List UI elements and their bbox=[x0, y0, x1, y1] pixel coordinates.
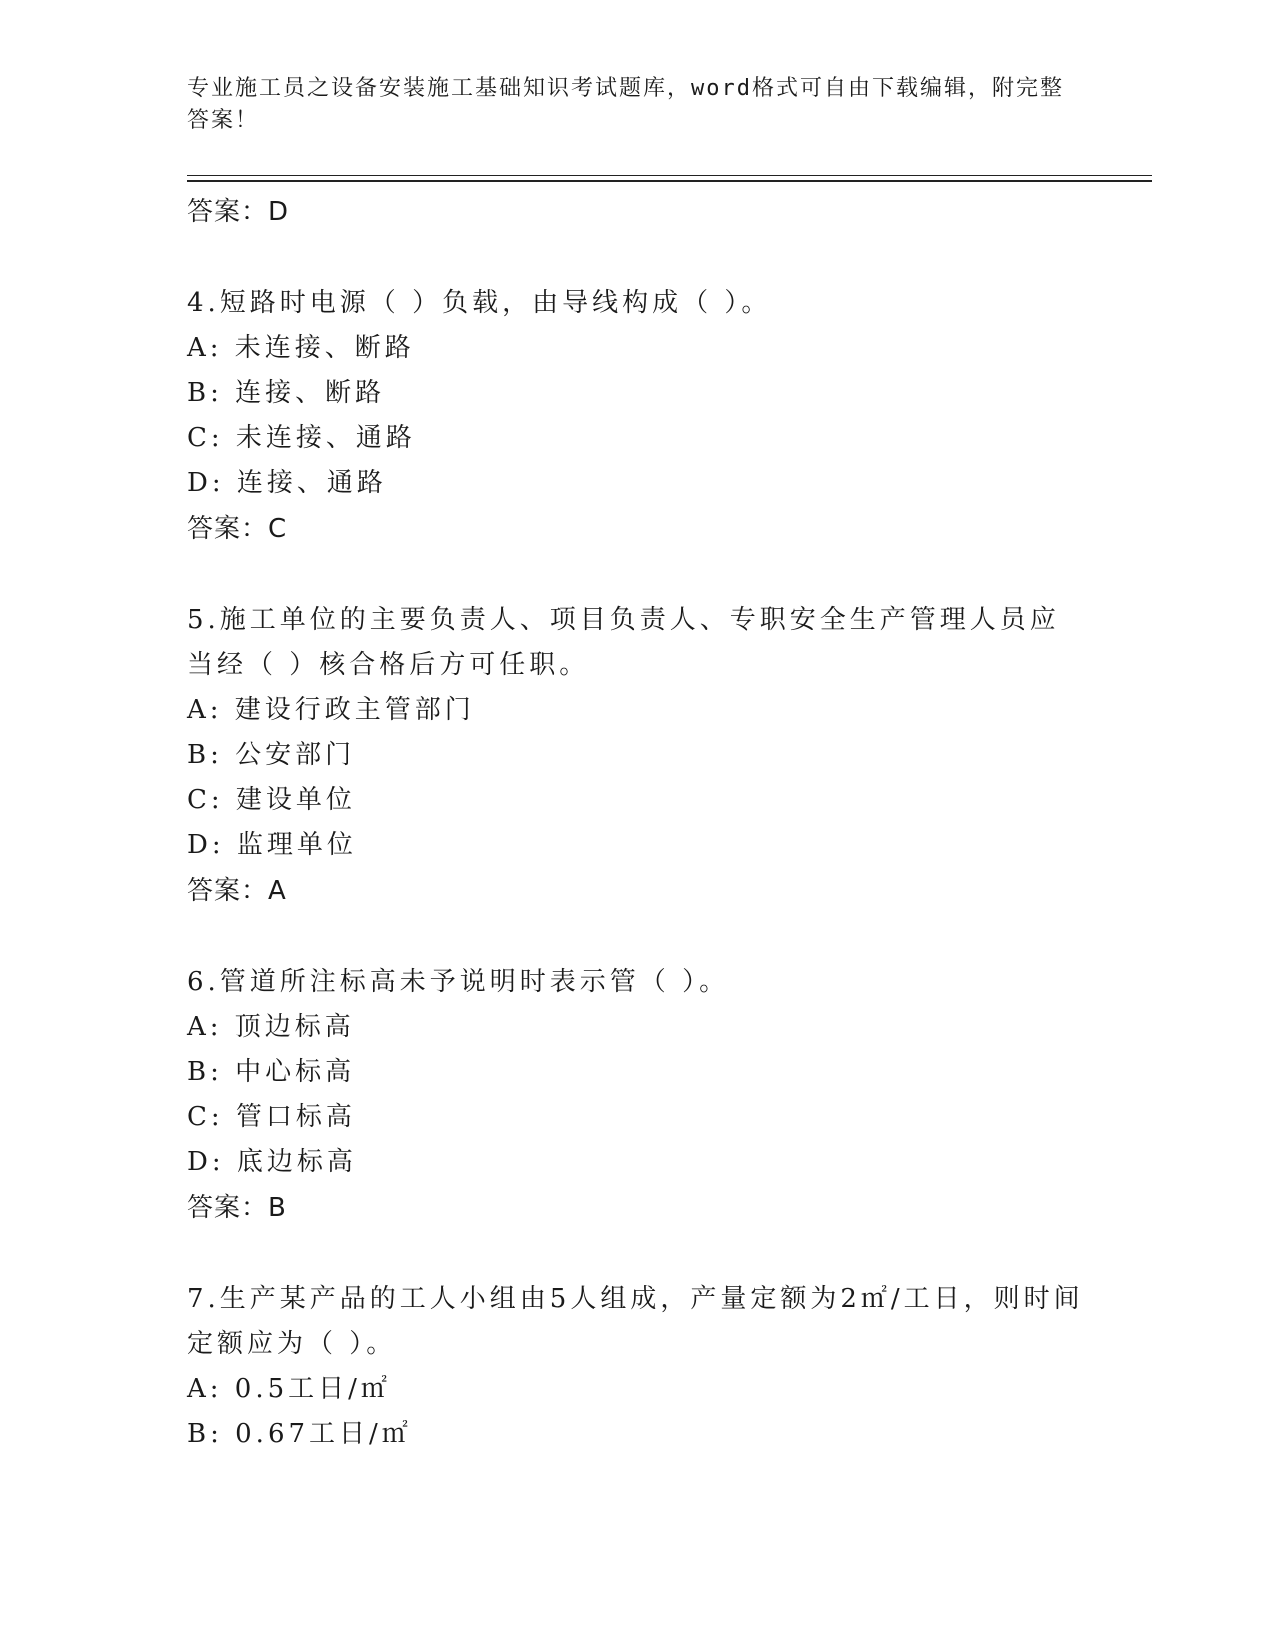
option-c: C: 未连接、通路 bbox=[187, 423, 416, 453]
question-text: 7.生产某产品的工人小组由5人组成，产量定额为2㎡/工日，则时间定额应为（ ）。 bbox=[187, 1284, 1084, 1359]
answer-line: 答案：C bbox=[187, 514, 288, 544]
option-b: B: 连接、断路 bbox=[187, 378, 386, 408]
option-d: D: 监理单位 bbox=[187, 830, 357, 860]
option-a: A: 未连接、断路 bbox=[187, 333, 415, 363]
option-d: D: 连接、通路 bbox=[187, 468, 387, 498]
option-d: D: 底边标高 bbox=[187, 1147, 357, 1177]
option-b: B: 0.67工日/㎡ bbox=[187, 1419, 412, 1449]
option-c: C: 管口标高 bbox=[187, 1102, 356, 1132]
option-b: B: 公安部门 bbox=[187, 740, 356, 770]
document-header: 专业施工员之设备安装施工基础知识考试题库，word格式可自由下载编辑，附完整答案！ bbox=[187, 76, 1064, 133]
answer-line: 答案：A bbox=[187, 876, 287, 906]
question-block bbox=[187, 960, 1087, 1231]
option-a: A: 建设行政主管部门 bbox=[187, 695, 475, 725]
option-a: A: 0.5工日/㎡ bbox=[187, 1374, 391, 1404]
question-block bbox=[187, 598, 1087, 914]
option-a: A: 顶边标高 bbox=[187, 1012, 355, 1042]
question-block bbox=[187, 1277, 1087, 1457]
answer-line: 答案：D bbox=[187, 197, 290, 227]
document-body bbox=[187, 189, 1087, 1457]
answer-line: 答案：B bbox=[187, 1193, 287, 1223]
header-divider-thick bbox=[187, 180, 1152, 182]
question-text: 5.施工单位的主要负责人、项目负责人、专职安全生产管理人员应当经（ ）核合格后方可任职。 bbox=[187, 605, 1060, 680]
question-text: 4.短路时电源（ ）负载，由导线构成（ ）。 bbox=[187, 288, 772, 318]
header-divider-thin bbox=[187, 175, 1152, 176]
question-text: 6.管道所注标高未予说明时表示管（ ）。 bbox=[187, 967, 730, 997]
question-block bbox=[187, 281, 1087, 552]
option-c: C: 建设单位 bbox=[187, 785, 356, 815]
option-b: B: 中心标高 bbox=[187, 1057, 356, 1087]
